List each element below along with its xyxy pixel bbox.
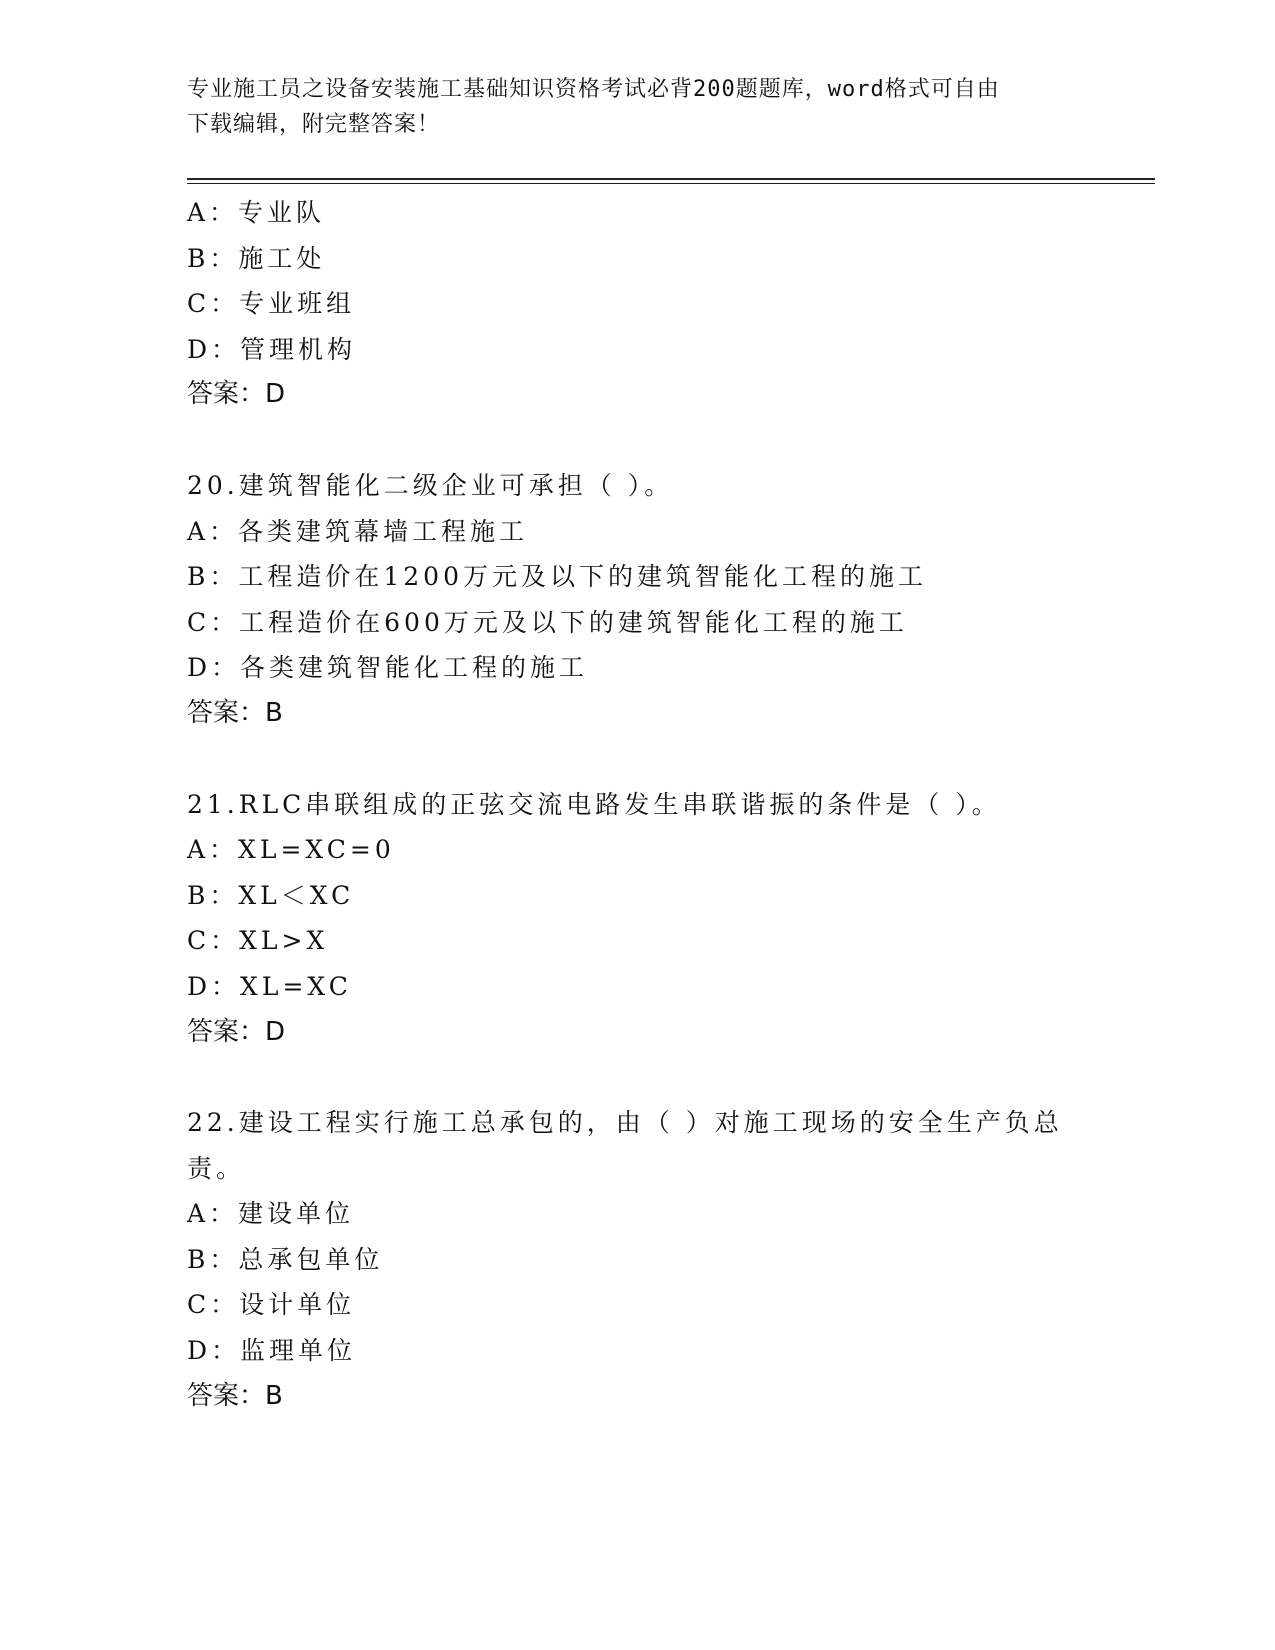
- header-line-2: 下载编辑，附完整答案！: [187, 112, 441, 137]
- spacer: [187, 1055, 1107, 1100]
- question-19-block: [187, 190, 1107, 418]
- question-text: 22.建设工程实行施工总承包的，由（ ）对施工现场的安全生产负总责。: [187, 1108, 1063, 1183]
- question-21-block: [187, 782, 1107, 1056]
- option-a: A：XL=XC=0: [187, 835, 395, 865]
- answer: 答案：B: [187, 1380, 283, 1411]
- option-a: A：建设单位: [187, 1199, 355, 1229]
- option-d: D：监理单位: [187, 1336, 357, 1366]
- option-c: C：专业班组: [187, 289, 356, 319]
- answer: 答案：D: [187, 379, 286, 410]
- header-line-1: 专业施工员之设备安装施工基础知识资格考试必背200题题库，word格式可自由: [187, 77, 1000, 102]
- option-b: B：XL＜XC: [187, 880, 355, 910]
- question-text: 20.建筑智能化二级企业可承担（ ）。: [187, 470, 674, 500]
- question-list: [187, 190, 1107, 1419]
- option-c: C：工程造价在600万元及以下的建筑智能化工程的施工: [187, 607, 908, 637]
- option-b: B：工程造价在1200万元及以下的建筑智能化工程的施工: [187, 562, 927, 592]
- option-d: D：各类建筑智能化工程的施工: [187, 653, 589, 683]
- spacer: [187, 418, 1107, 463]
- answer: 答案：D: [187, 1016, 286, 1047]
- option-a: A：各类建筑幕墙工程施工: [187, 516, 529, 546]
- option-a: A：专业队: [187, 198, 326, 227]
- question-text: 21.RLC串联组成的正弦交流电路发生串联谐振的条件是（ ）。: [187, 789, 1001, 819]
- option-c: C：设计单位: [187, 1290, 356, 1320]
- header-divider-thin: [187, 183, 1155, 184]
- option-b: B：施工处: [187, 243, 326, 273]
- header-divider: [187, 178, 1155, 180]
- option-d: D：XL=XC: [187, 971, 352, 1001]
- question-22-block: [187, 1100, 1107, 1419]
- answer: 答案：B: [187, 697, 283, 728]
- option-b: B：总承包单位: [187, 1244, 384, 1274]
- option-d: D：管理机构: [187, 334, 357, 364]
- spacer: [187, 737, 1107, 782]
- document-header: [187, 72, 1087, 142]
- option-c: C：XL>X: [187, 926, 329, 956]
- question-20-block: [187, 463, 1107, 737]
